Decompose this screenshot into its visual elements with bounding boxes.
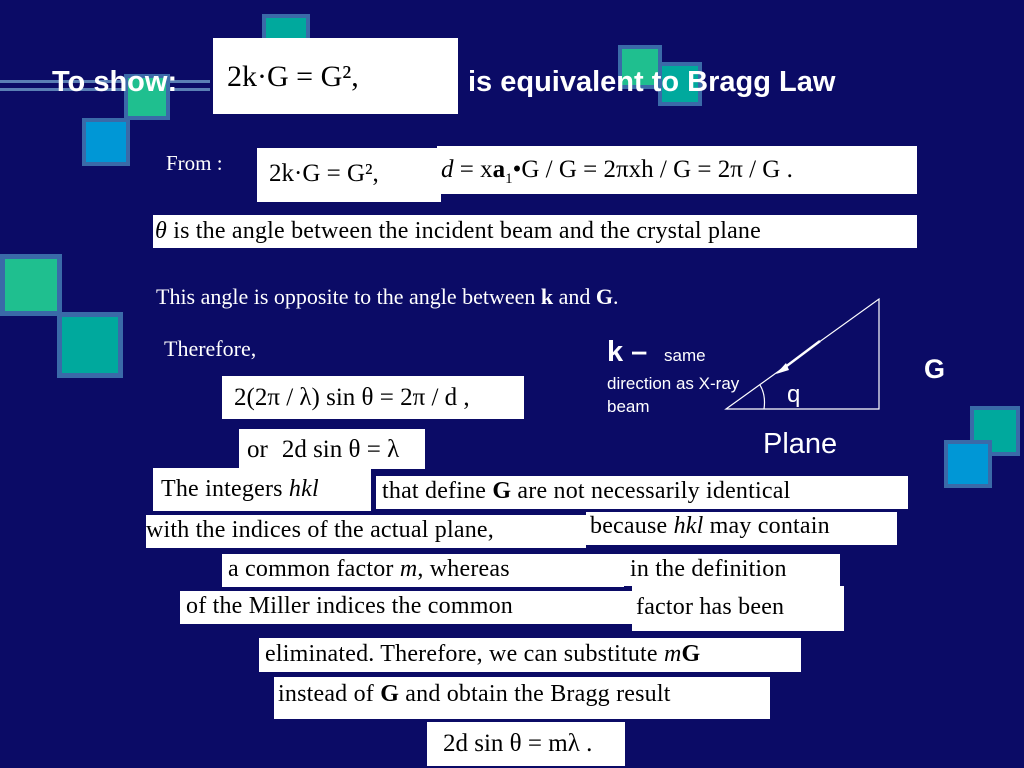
equation-or: or bbox=[247, 436, 268, 463]
eq-sub: 1 bbox=[505, 171, 513, 187]
theta-line bbox=[153, 215, 917, 248]
para-5-var: m bbox=[663, 641, 682, 667]
opposite-G: G bbox=[595, 284, 614, 309]
g-label: G bbox=[924, 354, 946, 384]
para-line-1b bbox=[376, 476, 908, 509]
opposite-sentence bbox=[156, 284, 619, 310]
para-line-1a bbox=[153, 468, 371, 511]
para-3b: in the definition bbox=[630, 556, 787, 582]
para-line-2a bbox=[146, 515, 586, 548]
final-bragg-equation bbox=[427, 722, 625, 766]
para-5-bold: G bbox=[681, 641, 701, 667]
para-line-4b bbox=[632, 586, 844, 631]
from-equation-right bbox=[437, 146, 917, 194]
para-1a-var: hkl bbox=[288, 476, 319, 502]
para-6-post: and obtain the Bragg result bbox=[399, 681, 671, 707]
para-3a-post: , whereas bbox=[417, 556, 510, 582]
eq-a: a bbox=[492, 156, 506, 183]
title-equation bbox=[213, 38, 458, 114]
eq-d: d bbox=[441, 156, 454, 183]
plane-label: Plane bbox=[763, 428, 838, 460]
angle-arc bbox=[760, 385, 765, 409]
para-3a-var: m bbox=[399, 556, 418, 582]
para-5-pre: eliminated. Therefore, we can substitute bbox=[265, 641, 664, 667]
para-4a: of the Miller indices the common bbox=[186, 593, 513, 619]
final-bragg-text: 2d sin θ = mλ . bbox=[443, 730, 593, 757]
decor-square bbox=[0, 254, 62, 316]
para-1b-post: are not necessarily identical bbox=[511, 478, 791, 504]
opposite-pre: This angle is opposite to the angle between bbox=[156, 284, 541, 309]
para-1a-pre: The integers bbox=[161, 476, 289, 502]
para-line-4a bbox=[180, 591, 632, 624]
opposite-and: and bbox=[553, 284, 596, 309]
theta-symbol: θ bbox=[155, 218, 167, 244]
equation-bragg-2-text: 2d sin θ = λ bbox=[281, 436, 400, 463]
para-2b-post: may contain bbox=[703, 513, 830, 539]
para-6-bold: G bbox=[380, 681, 400, 707]
equation-bragg-1 bbox=[222, 376, 524, 419]
theta-text: is the angle between the incident beam and the crystal plane bbox=[167, 218, 761, 244]
para-line-5 bbox=[259, 638, 801, 672]
opposite-k: k bbox=[540, 284, 554, 309]
title-equation-text: 2k·G = G², bbox=[227, 60, 359, 93]
page-title-prefix: To show: bbox=[52, 66, 178, 98]
para-6-pre: instead of bbox=[278, 681, 381, 707]
page-title-suffix: is equivalent to Bragg Law bbox=[468, 66, 836, 98]
decor-square bbox=[82, 118, 130, 166]
para-line-3b bbox=[624, 554, 840, 586]
para-line-2b bbox=[586, 512, 897, 545]
triangle-diagram bbox=[720, 295, 885, 415]
k-desc-2: direction as X-ray bbox=[607, 374, 740, 393]
para-1b-bold: G bbox=[492, 478, 512, 504]
from-equation-left-text: 2k·G = G², bbox=[269, 160, 379, 187]
decor-square bbox=[944, 440, 992, 488]
equation-bragg-2 bbox=[239, 429, 425, 469]
k-label: k – bbox=[607, 336, 648, 368]
from-label: From : bbox=[166, 151, 223, 175]
eq-rest: •G / G = 2πxh / G = 2π / G . bbox=[512, 156, 793, 183]
para-line-3a bbox=[222, 554, 624, 587]
eq-equals-x: = x bbox=[453, 156, 493, 183]
para-2b-pre: because bbox=[590, 513, 674, 539]
para-1b-pre: that define bbox=[382, 478, 493, 504]
therefore-label: Therefore, bbox=[164, 336, 257, 361]
equation-bragg-1-text: 2(2π / λ) sin θ = 2π / d , bbox=[234, 384, 470, 411]
para-line-6 bbox=[274, 677, 770, 719]
para-2a: with the indices of the actual plane, bbox=[146, 517, 494, 543]
decor-square bbox=[57, 312, 123, 378]
para-2b-var: hkl bbox=[673, 513, 704, 539]
para-4b: factor has been bbox=[636, 594, 785, 620]
k-desc-1: same bbox=[664, 346, 706, 365]
opposite-end: . bbox=[613, 284, 619, 309]
para-3a-pre: a common factor bbox=[228, 556, 400, 582]
angle-label-q: q bbox=[787, 381, 801, 408]
k-desc-3: beam bbox=[607, 397, 650, 416]
from-equation-left bbox=[257, 148, 441, 202]
